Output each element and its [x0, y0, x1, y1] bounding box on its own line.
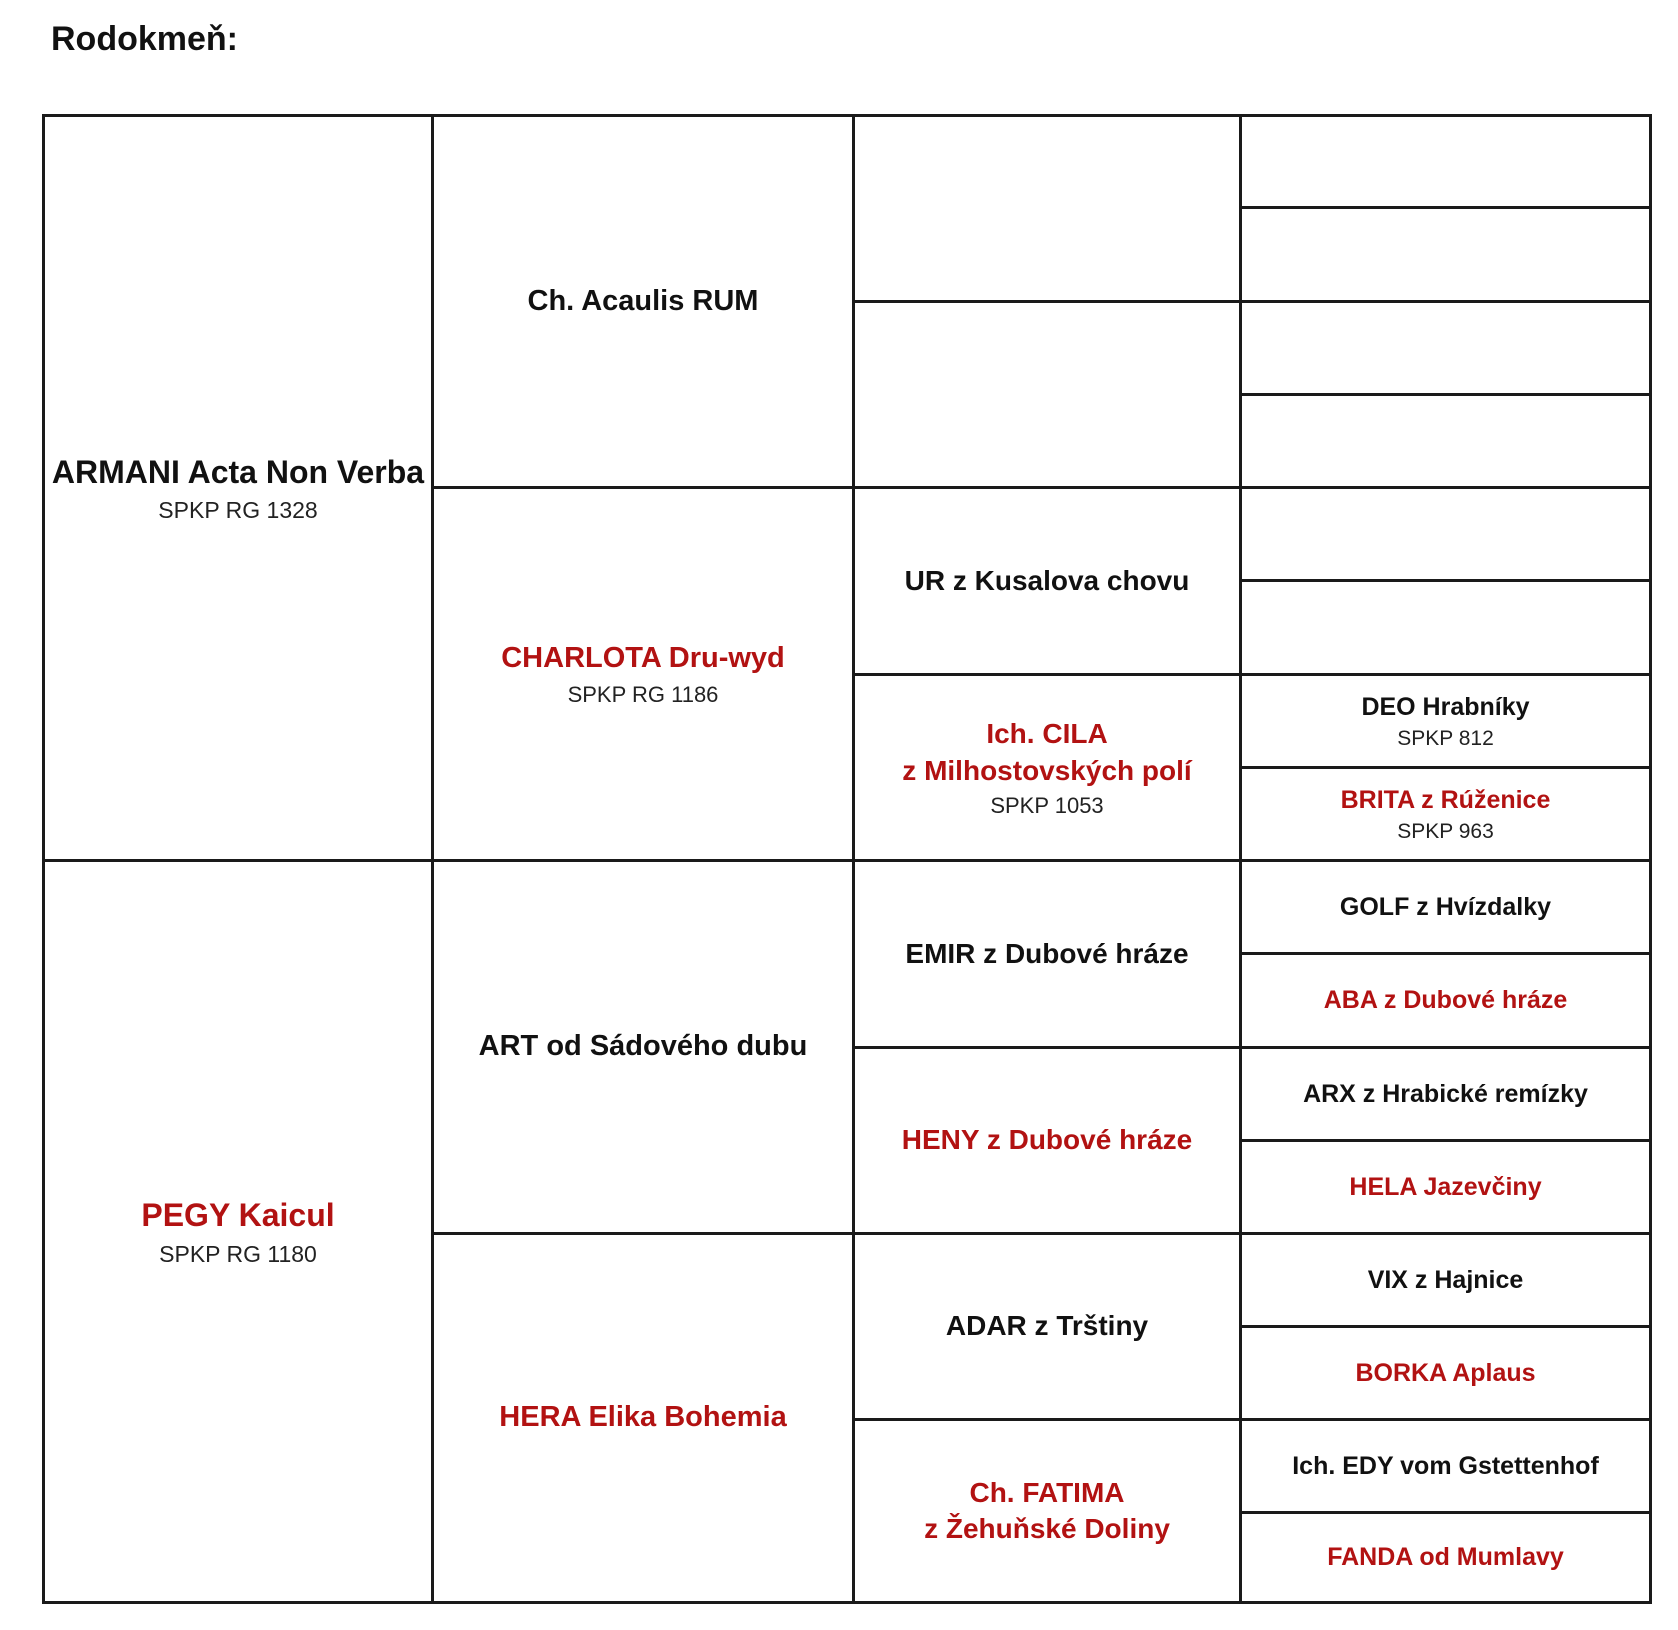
gen4-cell [1239, 486, 1652, 582]
gen4-cell [1239, 1046, 1652, 1142]
gen4-name: GOLF z Hvízdalky [1339, 892, 1552, 921]
gen4-cell [1239, 859, 1652, 955]
gen4-cell [1239, 1325, 1652, 1421]
gen4-cell [1239, 673, 1652, 769]
gen2-reg: SPKP RG 1186 [567, 681, 719, 707]
gen3-name: ADAR z Trštiny [945, 1310, 1149, 1342]
pedigree-table [42, 114, 1652, 1604]
gen3-cell [852, 1418, 1242, 1604]
gen2-cell [431, 1232, 855, 1604]
gen3-name: EMIR z Dubové hráze [905, 937, 1189, 969]
gen2-cell [431, 859, 855, 1235]
gen3-reg: SPKP 1053 [990, 792, 1104, 818]
gen3-name-line2: z Milhostovských polí [902, 754, 1192, 786]
gen3-name: HENY z Dubové hráze [901, 1124, 1193, 1156]
gen4-name: ABA z Dubové hráze [1323, 986, 1568, 1015]
gen4-cell [1239, 1139, 1652, 1235]
gen4-name: FANDA od Mumlavy [1327, 1543, 1564, 1572]
gen4-cell [1239, 300, 1652, 396]
gen3-cell [852, 300, 1242, 489]
gen4-reg: SPKP 963 [1397, 820, 1494, 844]
gen4-cell [1239, 1232, 1652, 1328]
dam-reg: SPKP RG 1180 [159, 1240, 317, 1267]
gen4-name: Ich. EDY vom Gstettenhof [1292, 1451, 1599, 1480]
gen3-name-line1: Ch. FATIMA [969, 1476, 1125, 1508]
gen2-cell [431, 486, 855, 862]
gen4-reg: SPKP 812 [1397, 727, 1494, 751]
gen4-cell [1239, 1418, 1652, 1514]
gen4-name: BORKA Aplaus [1355, 1358, 1536, 1387]
gen4-cell [1239, 952, 1652, 1049]
gen2-cell [431, 114, 855, 489]
gen2-name: ART od Sádového dubu [478, 1030, 808, 1063]
dam-name: PEGY Kaicul [141, 1197, 335, 1234]
gen2-name: Ch. Acaulis RUM [527, 284, 759, 317]
gen4-cell [1239, 579, 1652, 676]
gen3-name-line2: z Žehuňské Doliny [924, 1513, 1170, 1544]
gen4-name: ARX z Hrabické remízky [1303, 1079, 1588, 1108]
gen2-name: CHARLOTA Dru-wyd [501, 642, 785, 675]
gen3-cell [852, 1046, 1242, 1235]
gen4-name: BRITA z Rúženice [1340, 785, 1551, 814]
gen3-name-line1: Ich. CILA [986, 718, 1108, 750]
dam-cell [42, 859, 434, 1604]
gen4-cell [1239, 114, 1652, 209]
gen4-cell [1239, 393, 1652, 489]
gen3-cell [852, 859, 1242, 1049]
gen4-cell [1239, 1511, 1652, 1604]
gen2-name: HERA Elika Bohemia [499, 1401, 787, 1434]
gen4-cell [1239, 766, 1652, 862]
page-title: Rodokmeň: [51, 20, 238, 58]
gen3-cell [852, 673, 1242, 862]
gen3-name: UR z Kusalova chovu [904, 564, 1190, 596]
gen3-cell [852, 486, 1242, 676]
gen4-name: HELA Jazevčiny [1349, 1172, 1542, 1201]
sire-name: ARMANI Acta Non Verba [51, 453, 425, 490]
gen4-name: VIX z Hajnice [1367, 1265, 1524, 1294]
gen3-cell [852, 114, 1242, 303]
gen4-cell [1239, 206, 1652, 303]
gen3-cell [852, 1232, 1242, 1421]
gen4-name: DEO Hrabníky [1361, 692, 1530, 721]
sire-cell [42, 114, 434, 862]
sire-reg: SPKP RG 1328 [158, 497, 318, 524]
